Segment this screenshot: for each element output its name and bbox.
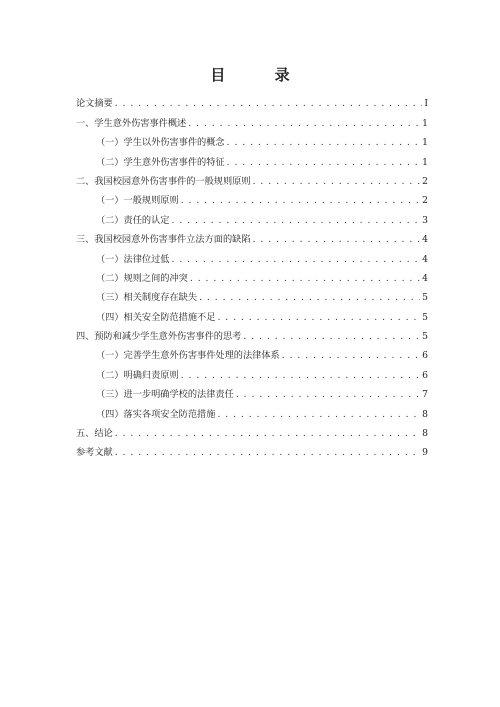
toc-entry-text: （二）明确归责原则 [96, 369, 179, 381]
toc-entry[interactable] [76, 91, 428, 110]
toc-entry[interactable] [76, 188, 428, 207]
toc-entry-text: 一、学生意外伤害事件概述 [76, 117, 187, 129]
toc-leader-dots [199, 292, 420, 304]
toc-leader-dots [227, 137, 421, 149]
toc-title: 目 录 [210, 66, 312, 84]
toc-entry-text: （二）责任的认定 [96, 214, 170, 226]
toc-entry-text: （一）完善学生意外伤害事件处理的法律体系 [96, 350, 280, 362]
toc-page-number: 1 [422, 156, 428, 168]
toc-leader-dots [253, 234, 421, 246]
toc-page-number: 5 [422, 311, 428, 323]
toc-page-number: 4 [422, 272, 428, 284]
toc-leader-dots [217, 409, 420, 421]
toc-leader-dots [181, 370, 420, 382]
toc-entry-text: 论文摘要 [76, 98, 113, 110]
toc-page-number: 4 [422, 234, 428, 246]
toc-leader-dots [227, 157, 421, 169]
toc-entry[interactable] [76, 246, 428, 265]
toc-entry-text: （二）规则之间的冲突 [96, 272, 188, 284]
toc-entry[interactable] [76, 130, 428, 149]
toc-entry[interactable] [76, 110, 428, 129]
toc-entry[interactable] [76, 382, 428, 401]
toc-page-number: 1 [422, 137, 428, 149]
toc-leader-dots [190, 273, 420, 285]
toc-entry-text: 四、预防和减少学生意外伤害事件的思考 [76, 331, 242, 343]
toc-page-number: 6 [422, 350, 428, 362]
toc-page-number: 8 [422, 428, 428, 440]
table-of-contents [76, 91, 428, 459]
toc-entry[interactable] [76, 227, 428, 246]
toc-leader-dots [172, 254, 421, 266]
toc-entry-text: （四）落实各项安全防范措施 [96, 408, 216, 420]
toc-entry-text: （四）相关安全防范措施不足 [96, 311, 216, 323]
toc-entry-text: （一）一般规则原则 [96, 195, 179, 207]
toc-page-number: 2 [422, 195, 428, 207]
toc-leader-dots [236, 389, 420, 401]
toc-entry[interactable] [76, 207, 428, 226]
toc-page-number: 9 [422, 447, 428, 459]
toc-entry-text: 三、我国校园意外伤害事件立法方面的缺陷 [76, 234, 251, 246]
toc-entry-text: 参考文献 [76, 447, 113, 459]
toc-page-number: 2 [422, 175, 428, 187]
toc-page-number: 5 [422, 331, 428, 343]
toc-leader-dots [115, 428, 420, 440]
toc-leader-dots [253, 176, 421, 188]
toc-entry[interactable] [76, 401, 428, 420]
toc-entry[interactable] [76, 149, 428, 168]
toc-entry-text: （三）相关制度存在缺失 [96, 292, 198, 304]
toc-entry-text: （一）学生以外伤害事件的概念 [96, 137, 225, 149]
toc-leader-dots [172, 215, 421, 227]
toc-leader-dots [282, 350, 420, 362]
toc-page-number: 6 [422, 369, 428, 381]
toc-entry[interactable] [76, 304, 428, 323]
toc-page-number: 3 [422, 214, 428, 226]
toc-entry[interactable] [76, 343, 428, 362]
toc-leader-dots [115, 447, 420, 459]
toc-entry[interactable] [76, 266, 428, 285]
toc-entry[interactable] [76, 169, 428, 188]
toc-leader-dots [181, 195, 420, 207]
toc-entry[interactable] [76, 421, 428, 440]
toc-leader-dots [243, 331, 420, 343]
toc-leader-dots [188, 118, 420, 130]
toc-entry-text: 二、我国校园意外伤害事件的一般规则原则 [76, 175, 251, 187]
toc-entry[interactable] [76, 285, 428, 304]
toc-entry[interactable] [76, 324, 428, 343]
toc-entry-text: （三）进一步明确学校的法律责任 [96, 389, 234, 401]
toc-entry-text: （二）学生意外伤害事件的特征 [96, 156, 225, 168]
toc-page-number: I [424, 98, 428, 110]
toc-leader-dots [217, 312, 420, 324]
toc-entry[interactable] [76, 362, 428, 381]
toc-page-number: 5 [422, 292, 428, 304]
toc-page-number: 7 [422, 389, 428, 401]
toc-entry-text: 五、结论 [76, 428, 113, 440]
toc-page-number: 8 [422, 408, 428, 420]
toc-entry-text: （一）法律位过低 [96, 253, 170, 265]
toc-entry[interactable] [76, 440, 428, 459]
toc-page-number: 4 [422, 253, 428, 265]
toc-leader-dots [115, 98, 423, 110]
toc-page-number: 1 [422, 117, 428, 129]
